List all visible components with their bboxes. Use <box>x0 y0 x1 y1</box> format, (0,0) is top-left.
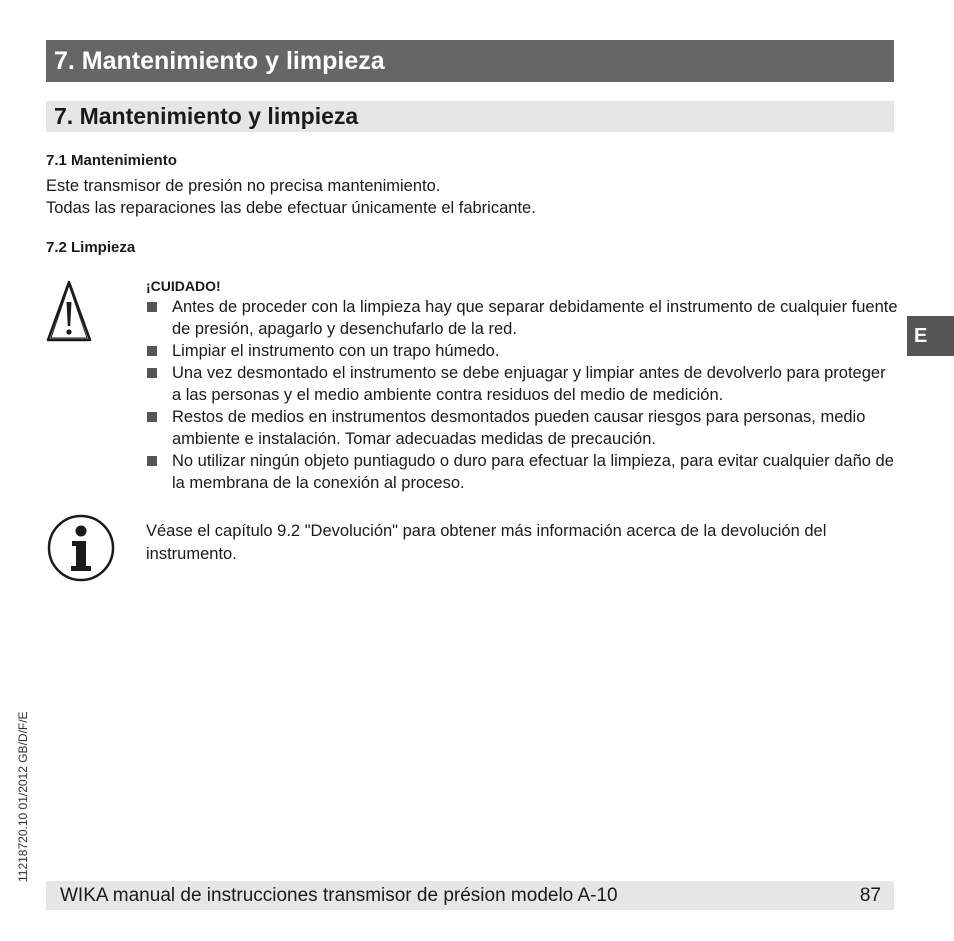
cleaning-bullet-list <box>146 296 898 494</box>
section-title: 7. Mantenimiento y limpieza <box>46 101 894 132</box>
maintenance-line-1: Este transmisor de presión no precisa mantenimiento. <box>46 177 441 195</box>
list-item-text: Antes de proceder con la limpieza hay que separar debidamente el instrumento de cualquier fuente de presión, apagarlo y desenchufarlo de la red. <box>172 298 898 338</box>
footer-text: WIKA manual de instrucciones transmisor de présion modelo A-10 <box>60 885 618 906</box>
language-tab: E <box>907 316 954 356</box>
warning-triangle-icon <box>46 278 92 344</box>
info-note: Véase el capítulo 9.2 "Devolución" para obtener más información acerca de la devolución del instrumento. <box>146 522 827 563</box>
list-item-text: Restos de medios en instrumentos desmontados pueden causar riesgos para personas, medio ambiente e instalación. Tomar adecuadas medidas de precaución. <box>172 408 866 448</box>
bullet-square-icon <box>147 456 157 466</box>
bullet-square-icon <box>147 302 157 312</box>
list-item <box>146 450 898 494</box>
info-icon <box>47 514 115 582</box>
list-item <box>146 340 898 362</box>
page-number: 87 <box>859 885 881 906</box>
bullet-square-icon <box>147 412 157 422</box>
caution-label: ¡CUIDADO! <box>146 278 221 294</box>
list-item-text: Una vez desmontado el instrumento se debe enjuagar y limpiar antes de devolverlo para proteger a las personas y el medio ambiente contra residuos del medio de medición. <box>172 364 886 404</box>
list-item-text: Limpiar el instrumento con un trapo húmedo. <box>172 342 500 360</box>
cleaning-heading: 7.2 Limpieza <box>46 239 136 256</box>
list-item-text: No utilizar ningún objeto puntiagudo o duro para efectuar la limpieza, para evitar cualquier daño de la membrana de la conexión al proceso. <box>172 452 894 492</box>
footer-bar <box>46 881 894 910</box>
maintenance-heading: 7.1 Mantenimiento <box>46 152 177 169</box>
bullet-square-icon <box>147 368 157 378</box>
document-code: 11218720.10 01/2012 GB/D/F/E <box>16 711 30 882</box>
list-item <box>146 296 898 340</box>
list-item <box>146 406 898 450</box>
chapter-title: 7. Mantenimiento y limpieza <box>46 40 894 82</box>
list-item <box>146 362 898 406</box>
maintenance-line-2: Todas las reparaciones las debe efectuar únicamente el fabricante. <box>46 199 536 217</box>
bullet-square-icon <box>147 346 157 356</box>
